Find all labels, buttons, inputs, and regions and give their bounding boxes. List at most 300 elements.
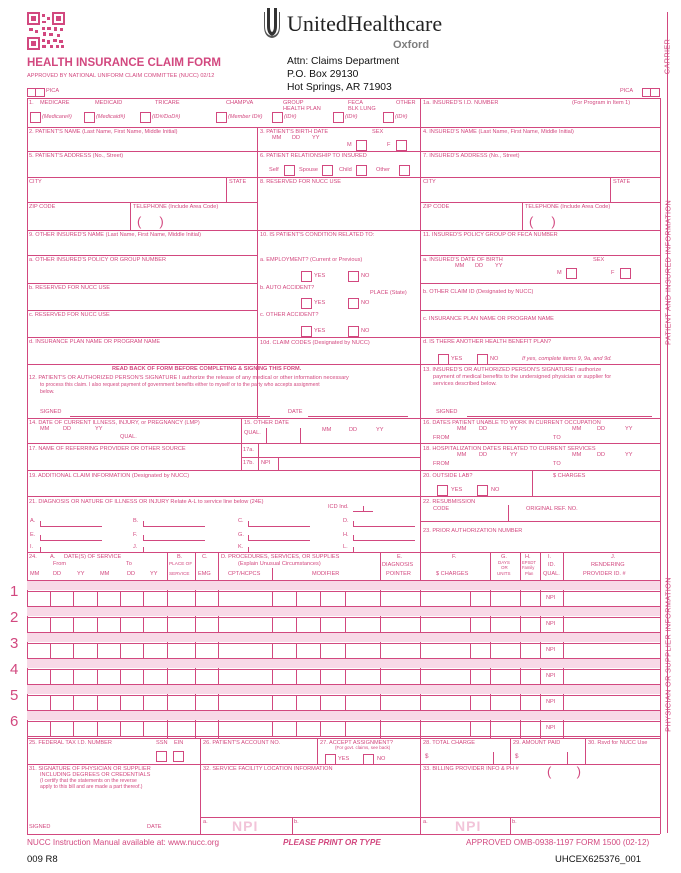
diagnosis-letter-f: F. [133, 532, 138, 538]
item24h-plan: Plan [525, 571, 534, 576]
diagnosis-field-tick [143, 521, 144, 526]
item4-label: 4. INSURED'S NAME (Last Name, First Name, Middle Initial) [423, 129, 574, 135]
modifier-column-tick [320, 592, 321, 606]
diagnosis-letter-a: A. [30, 518, 36, 524]
item11b-label: b. OTHER CLAIM ID (Designated by NUCC) [423, 289, 534, 295]
item11a-sex: SEX [593, 257, 605, 263]
diagnosis-letter-g: G. [238, 532, 244, 538]
item18-mm: MM [457, 452, 467, 458]
service-line-divider [27, 669, 660, 670]
item11-label: 11. INSURED'S POLICY GROUP OR FECA NUMBER [423, 232, 558, 238]
date-column-tick [97, 644, 98, 658]
insured-phone-parens: ( ) [529, 214, 556, 229]
patient-state-label: STATE [229, 179, 247, 185]
physician-section-side-label: PHYSICIAN OR SUPPLIER INFORMATION [663, 577, 673, 732]
item29-dollar: $ [515, 753, 519, 760]
service-line-number: 3 [10, 635, 19, 652]
medicare-label: MEDICARE [40, 100, 70, 106]
diagnosis-field-tick [143, 535, 144, 540]
pica-left-label: PICA [46, 88, 60, 94]
date-column-tick [73, 670, 74, 684]
modifier-column-tick [320, 618, 321, 632]
item24-label: 24. [29, 554, 37, 560]
date-column-tick [143, 722, 144, 736]
service-line-shaded-band[interactable] [27, 685, 660, 694]
diagnosis-letter-j: J. [133, 544, 138, 550]
item31-date: DATE [147, 824, 162, 830]
item24a-from: From [53, 561, 67, 567]
ssn-checkbox[interactable] [156, 751, 167, 762]
item28-label: 28. TOTAL CHARGE [423, 740, 476, 746]
service-line-number: 2 [10, 609, 19, 626]
service-line-divider [27, 695, 660, 696]
item24b-letter: B. [177, 554, 183, 560]
item11a-label: a. INSURED'S DATE OF BIRTH [423, 257, 503, 263]
feca-label: FECA [348, 100, 363, 106]
rel-self-label: Self [269, 167, 279, 173]
service-line-divider [27, 617, 660, 618]
item24a-mm2: MM [100, 571, 110, 577]
rel-child-label: Child [339, 167, 352, 173]
insured-sex-m-checkbox[interactable] [566, 268, 577, 279]
item19-label: 19. ADDITIONAL CLAIM INFORMATION (Designated by NUCC) [29, 473, 190, 479]
item12-line2: to process this claim. I also request payment of government benefits either to myself or to the party who accepts assignment [40, 382, 320, 388]
champva-checkbox[interactable] [216, 112, 227, 123]
item18-dd2: DD [597, 452, 606, 458]
other-accident-no-checkbox[interactable] [348, 326, 359, 337]
item24h-family: Family [522, 565, 535, 570]
date-column-tick [50, 592, 51, 606]
item24b-place: PLACE OF [169, 561, 193, 566]
item24c-emg: EMG [198, 571, 211, 577]
date-column-tick [120, 644, 121, 658]
item15-yy: YY [376, 427, 384, 433]
service-line-number: 1 [10, 583, 19, 600]
item7-label: 7. INSURED'S ADDRESS (No., Street) [423, 153, 520, 159]
item24g-days: DAYS [498, 560, 510, 565]
item16-yy2: YY [625, 426, 633, 432]
item24d-modifier: MODIFIER [312, 571, 340, 577]
item22-orig: ORIGINAL REF. NO. [526, 506, 578, 512]
modifier-column-tick [345, 722, 346, 736]
service-line-npi-label: NPI [546, 699, 556, 705]
carrier-sub-brand: Oxford [393, 39, 430, 51]
item27-label: 27. ACCEPT ASSIGNMENT? [320, 740, 393, 746]
service-line-npi-label: NPI [546, 647, 556, 653]
item31-line1: 31. SIGNATURE OF PHYSICIAN OR SUPPLIER [29, 766, 151, 772]
item13-line2: payment of medical benefits to the undersigned physician or supplier for [433, 374, 612, 380]
item9a-label: a. OTHER INSURED'S POLICY OR GROUP NUMBER [29, 257, 167, 263]
item3-dd: DD [292, 135, 301, 141]
group-health-plan-label: HEALTH PLAN [283, 106, 321, 112]
diagnosis-field-f[interactable] [143, 540, 205, 541]
insured-state-label: STATE [613, 179, 631, 185]
item11d-note: If yes, complete items 9, 9a, and 9d. [522, 356, 612, 362]
medicaid-checkbox[interactable] [84, 112, 95, 123]
item24g-units: UNITS [497, 571, 511, 576]
date-column-tick [97, 618, 98, 632]
diagnosis-field-tick [248, 521, 249, 526]
date-column-tick [73, 722, 74, 736]
item11c-label: c. INSURANCE PLAN NAME OR PROGRAM NAME [423, 316, 554, 322]
charges-cents-divider [470, 696, 471, 710]
item18-dd: DD [479, 452, 488, 458]
date-column-tick [50, 670, 51, 684]
item23-label: 23. PRIOR AUTHORIZATION NUMBER [423, 528, 523, 534]
item15-label: 15. OTHER DATE [244, 420, 289, 426]
item24j-letter: J. [611, 554, 616, 560]
item33-label: 33. BILLING PROVIDER INFO & PH # [423, 766, 519, 772]
employment-yes-label: YES [314, 273, 326, 279]
item9d-label: d. INSURANCE PLAN NAME OR PROGRAM NAME [29, 339, 161, 345]
modifier-column-tick [345, 618, 346, 632]
service-line-npi-label: NPI [546, 725, 556, 731]
assignment-no-checkbox[interactable] [363, 754, 374, 765]
modifier-column-tick [320, 670, 321, 684]
another-plan-yes-checkbox[interactable] [438, 354, 449, 365]
service-line-npi-label: NPI [546, 621, 556, 627]
date-column-tick [97, 670, 98, 684]
item30-label: 30. Rsvd for NUCC Use [588, 740, 648, 746]
modifier-column-tick [296, 670, 297, 684]
date-column-tick [50, 644, 51, 658]
item24c-letter: C. [202, 554, 208, 560]
modifier-column-tick [345, 592, 346, 606]
date-column-tick [120, 722, 121, 736]
diagnosis-field-tick [353, 521, 354, 526]
item22-label: 22. RESUBMISSION [423, 499, 476, 505]
item25-label: 25. FEDERAL TAX I.D. NUMBER [29, 740, 112, 746]
item1a-label: 1a. INSURED'S I.D. NUMBER [423, 100, 499, 106]
diagnosis-letter-l: L. [343, 544, 348, 550]
pica-right-checkbox-2[interactable] [650, 88, 660, 97]
diagnosis-letter-b: B. [133, 518, 139, 524]
item11a-f: F [611, 270, 615, 276]
medicare-checkbox[interactable] [30, 112, 41, 123]
outside-lab-yes-label: YES [451, 487, 463, 493]
carrier-brand: UnitedHealthcare [287, 11, 443, 36]
diagnosis-field-tick [248, 547, 249, 552]
item12-line1: 12. PATIENT'S OR AUTHORIZED PERSON'S SIGNATURE I authorize the release of any medical or other information necessary [29, 375, 349, 381]
service-line-shaded-band[interactable] [27, 633, 660, 642]
rel-child-checkbox[interactable] [356, 165, 367, 176]
date-column-tick [120, 592, 121, 606]
item15-mm: MM [322, 427, 332, 433]
diagnosis-field-l[interactable] [353, 552, 415, 553]
other-program-checkbox[interactable] [383, 112, 394, 123]
diagnosis-field-g[interactable] [248, 540, 310, 541]
another-plan-no-checkbox[interactable] [477, 354, 488, 365]
service-line-divider [27, 643, 660, 644]
footer-right-code: UHCEX625376_001 [555, 854, 642, 865]
diagnosis-letter-e: E. [30, 532, 36, 538]
item10b-label: b. AUTO ACCIDENT? [260, 285, 315, 291]
service-line-npi-label: NPI [546, 595, 556, 601]
form-title: HEALTH INSURANCE CLAIM FORM [27, 57, 221, 69]
item24a-dd1: DD [53, 571, 62, 577]
item9-label: 9. OTHER INSURED'S NAME (Last Name, First Name, Middle Initial) [29, 232, 202, 238]
auto-accident-yes-checkbox[interactable] [301, 298, 312, 309]
item20-charges: $ CHARGES [553, 473, 586, 479]
carrier-side-label: CARRIER [662, 38, 672, 75]
diagnosis-field-h[interactable] [353, 540, 415, 541]
item17b-label: 17b. [243, 460, 254, 466]
item3-label: 3. PATIENT'S BIRTH DATE [260, 129, 329, 135]
modifier-column-tick [345, 696, 346, 710]
item14-dd: DD [63, 426, 72, 432]
item21-label: 21. DIAGNOSIS OR NATURE OF ILLNESS OR INJURY Relate A-L to service line below (24E) [29, 499, 264, 505]
item26-label: 26. PATIENT'S ACCOUNT NO. [203, 740, 281, 746]
ein-checkbox[interactable] [173, 751, 184, 762]
modifier-column-tick [320, 722, 321, 736]
item24e-letter: E. [397, 554, 403, 560]
item11a-mm: MM [455, 263, 465, 269]
item14-mm: MM [40, 426, 50, 432]
item3-yy: YY [312, 135, 320, 141]
item24a-to: To [126, 561, 132, 567]
item12-line3: below. [40, 389, 55, 395]
diagnosis-letter-k: K. [238, 544, 244, 550]
item10-label: 10. IS PATIENT'S CONDITION RELATED TO: [260, 232, 375, 238]
modifier-column-tick [345, 644, 346, 658]
item16-yy: YY [510, 426, 518, 432]
service-line-number: 5 [10, 687, 19, 704]
diagnosis-letter-h: H. [343, 532, 349, 538]
item1a-note: (For Program in Item 1) [572, 100, 631, 106]
other-accident-yes-label: YES [314, 328, 326, 334]
item11a-dd: DD [475, 263, 484, 269]
item18-yy: YY [510, 452, 518, 458]
item27-note: (For govt. claims, see back) [335, 745, 391, 750]
employment-no-checkbox[interactable] [348, 271, 359, 282]
pica-right-label: PICA [620, 88, 634, 94]
item9b-label: b. RESERVED FOR NUCC USE [29, 285, 111, 291]
modifier-column-tick [272, 670, 273, 684]
item25-ssn: SSN [156, 740, 168, 746]
item31-line2: INCLUDING DEGREES OR CREDENTIALS [40, 772, 151, 778]
medicaid-sub: (Medicaid#) [96, 114, 126, 120]
rel-other-label: Other [376, 167, 390, 173]
auto-accident-no-checkbox[interactable] [348, 298, 359, 309]
other-accident-yes-checkbox[interactable] [301, 326, 312, 337]
patient-phone-label: TELEPHONE (Include Area Code) [133, 204, 219, 210]
item24a-mm1: MM [30, 571, 40, 577]
rel-other-checkbox[interactable] [399, 165, 410, 176]
modifier-column-tick [272, 644, 273, 658]
insured-city-label: CITY [423, 179, 436, 185]
date-column-tick [97, 722, 98, 736]
claims-address-line-1: Attn: Claims Department [287, 56, 400, 67]
tricare-sub: (ID#/DoD#) [152, 114, 181, 120]
pica-left-checkbox-2[interactable] [35, 88, 45, 97]
outside-lab-yes-checkbox[interactable] [437, 485, 448, 496]
footer-left-code: 009 R8 [27, 854, 58, 865]
auto-accident-no-label: NO [361, 300, 370, 306]
diagnosis-field-b[interactable] [143, 526, 205, 527]
patient-city-label: CITY [29, 179, 42, 185]
item31-signed: SIGNED [29, 824, 51, 830]
item24a-dd2: DD [127, 571, 136, 577]
item3-m: M [347, 142, 352, 148]
date-column-tick [73, 696, 74, 710]
date-column-tick [73, 618, 74, 632]
service-line-shaded-band[interactable] [27, 659, 660, 668]
insured-zip-label: ZIP CODE [423, 204, 450, 210]
date-column-tick [50, 618, 51, 632]
other-program-sub: (ID#) [395, 114, 408, 120]
item16-from: FROM [433, 435, 450, 441]
item33b-label: b. [512, 819, 517, 825]
date-column-tick [120, 696, 121, 710]
diagnosis-field-a[interactable] [40, 526, 102, 527]
service-line-npi-label: NPI [546, 673, 556, 679]
medicare-sub: (Medicare#) [42, 114, 72, 120]
group-health-plan-checkbox[interactable] [272, 112, 283, 123]
item32a-label: a. [203, 819, 208, 825]
diagnosis-field-i[interactable] [40, 552, 102, 553]
assignment-yes-label: YES [338, 756, 350, 762]
outside-lab-no-checkbox[interactable] [477, 485, 488, 496]
item17a-label: 17a. [243, 447, 254, 453]
item14-qual: QUAL. [120, 434, 137, 440]
item32a-npi-ghost: NPI [232, 818, 259, 834]
tricare-checkbox[interactable] [140, 112, 151, 123]
diagnosis-field-d[interactable] [353, 526, 415, 527]
champva-label: CHAMPVA [226, 100, 254, 106]
item13-line3: services described below. [433, 381, 497, 387]
modifier-column-tick [272, 592, 273, 606]
diagnosis-letter-i: I. [30, 544, 34, 550]
item3-mm: MM [272, 135, 282, 141]
date-column-tick [73, 644, 74, 658]
diagnosis-field-k[interactable] [248, 552, 310, 553]
patient-sex-m-checkbox[interactable] [356, 140, 367, 151]
item24i-id: ID. [548, 562, 556, 568]
service-line-shaded-band[interactable] [27, 711, 660, 720]
item16-dd2: DD [597, 426, 606, 432]
date-column-tick [120, 670, 121, 684]
item13-signed: SIGNED [436, 409, 458, 415]
group-sub: (ID#) [284, 114, 297, 120]
date-column-tick [73, 592, 74, 606]
modifier-column-tick [345, 670, 346, 684]
charges-cents-divider [470, 670, 471, 684]
item24f-charges: $ CHARGES [436, 571, 469, 577]
modifier-column-tick [296, 592, 297, 606]
item1-number: 1. [29, 100, 34, 106]
item5-label: 5. PATIENT'S ADDRESS (No., Street) [29, 153, 124, 159]
item2-label: 2. PATIENT'S NAME (Last Name, First Name, Middle Initial) [29, 129, 178, 135]
approved-by-text: APPROVED BY NATIONAL UNIFORM CLAIM COMMITTEE (NUCC) 02/12 [27, 73, 215, 79]
item22-code: CODE [433, 506, 450, 512]
date-column-tick [143, 644, 144, 658]
date-column-tick [143, 670, 144, 684]
item17b-npi: NPI [261, 460, 271, 466]
rel-self-checkbox[interactable] [284, 165, 295, 176]
footer-approved: APPROVED OMB-0938-1197 FORM 1500 (02-12) [466, 838, 650, 847]
item24a-yy1: YY [77, 571, 85, 577]
diagnosis-field-tick [248, 535, 249, 540]
item25-ein: EIN [174, 740, 184, 746]
modifier-column-tick [296, 644, 297, 658]
diagnosis-field-e[interactable] [40, 540, 102, 541]
date-column-tick [143, 618, 144, 632]
icd-ind-label: ICD Ind. [328, 504, 349, 510]
footer-print: PLEASE PRINT OR TYPE [283, 838, 381, 847]
service-line-shaded-band[interactable] [27, 607, 660, 616]
service-line-divider [27, 591, 660, 592]
diagnosis-letter-d: D. [343, 518, 349, 524]
item24d-label: D. PROCEDURES, SERVICES, OR SUPPLIES [221, 554, 340, 560]
modifier-column-tick [272, 618, 273, 632]
service-line-shaded-band[interactable] [27, 581, 660, 590]
diagnosis-field-j[interactable] [143, 552, 205, 553]
charges-cents-divider [470, 592, 471, 606]
item24a-letter: A. [50, 554, 56, 560]
service-line-divider [27, 721, 660, 722]
item24e-pointer: POINTER [386, 571, 411, 577]
date-column-tick [143, 592, 144, 606]
item15-dd: DD [349, 427, 358, 433]
item16-label: 16. DATES PATIENT UNABLE TO WORK IN CURRENT OCCUPATION [423, 420, 601, 426]
employment-yes-checkbox[interactable] [301, 271, 312, 282]
item14-yy: YY [95, 426, 103, 432]
item24a-label: DATE(S) OF SERVICE [64, 554, 122, 560]
item24j-rendering: RENDERING [591, 562, 625, 568]
item24j-provider: PROVIDER ID. # [583, 571, 626, 577]
item24h-letter: H. [525, 554, 531, 560]
diagnosis-field-tick [40, 535, 41, 540]
diagnosis-field-tick [40, 547, 41, 552]
insured-phone-label: TELEPHONE (Include Area Code) [525, 204, 611, 210]
item16-to: TO [553, 435, 561, 441]
item24a-yy2: YY [150, 571, 158, 577]
rel-spouse-label: Spouse [299, 167, 318, 173]
auto-accident-yes-label: YES [314, 300, 326, 306]
patient-sex-f-checkbox[interactable] [396, 140, 407, 151]
insured-sex-f-checkbox[interactable] [620, 268, 631, 279]
diagnosis-field-c[interactable] [248, 526, 310, 527]
item6-label: 6. PATIENT RELATIONSHIP TO INSURED [260, 153, 367, 159]
carrier-logo-icon [263, 6, 281, 38]
item3-f: F [387, 142, 391, 148]
claims-address-line-3: Hot Springs, AR 71903 [287, 82, 392, 93]
diagnosis-field-tick [40, 521, 41, 526]
another-plan-yes-label: YES [451, 356, 463, 362]
item31-line3: (I certify that the statements on the reverse [40, 778, 137, 784]
item24d-explain: (Explain Unusual Circumstances) [238, 561, 321, 567]
date-column-tick [97, 592, 98, 606]
assignment-yes-checkbox[interactable] [325, 754, 336, 765]
modifier-column-tick [272, 722, 273, 736]
rel-spouse-checkbox[interactable] [322, 165, 333, 176]
diagnosis-letter-c: C. [238, 518, 244, 524]
item18-to: TO [553, 461, 561, 467]
modifier-column-tick [320, 696, 321, 710]
patient-phone-parens: ( ) [137, 214, 164, 229]
other-accident-no-label: NO [361, 328, 370, 334]
item24e-diag: DIAGNOSIS [382, 562, 414, 568]
feca-checkbox[interactable] [333, 112, 344, 123]
qr-code-icon [27, 12, 65, 50]
modifier-column-tick [296, 696, 297, 710]
employment-no-label: NO [361, 273, 370, 279]
item24g-letter: G. [501, 554, 507, 560]
billing-phone-parens: ( ) [547, 764, 581, 779]
item18-yy2: YY [625, 452, 633, 458]
assignment-no-label: NO [377, 756, 386, 762]
diagnosis-field-tick [353, 547, 354, 552]
